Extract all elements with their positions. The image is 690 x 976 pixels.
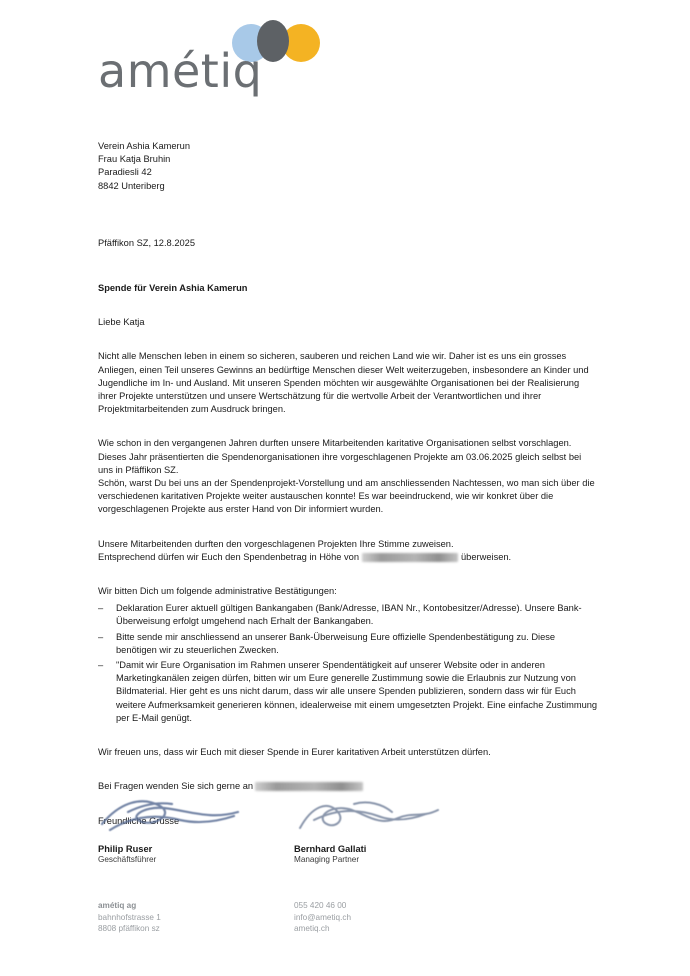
list-item-text: Bitte sende mir anschliessend an unserer Bank-Überweisung Eure offizielle Spendenbestätigung zu. Diese benötigen wir zu steuerlichen Zwecken. — [116, 631, 556, 655]
list-item-text: "Damit wir Eure Organisation im Rahmen unserer Spendentätigkeit auf unserer Website oder in anderen Marketingkanälen zeigen dürfen, bitten wir um Eure generelle Zustimmung sowie die Erlaubnis zur Nutzung von Bildmaterial. Hier geht es uns nicht darum, dass wir alle unsere Spenden publizieren, sondern dass wir für Euch weitere Aufmerksamkeit generieren können, idealerweise mit einem umgesetzten Projekt. Eine einfache Zustimmung per E-Mail genügt. — [116, 660, 598, 723]
list-item — [98, 631, 598, 657]
paragraph-3: Schön, warst Du bei uns an der Spendenprojekt-Vorstellung und am anschliessenden Nachtessen, wo man sich über die verschiedenen karitativen Projekte weiter austauschen konnte! Es war beeindruckend, wie wir konkret über die vorgeschlagenen Projekte aus erster Hand von Dir informiert wurden. — [98, 478, 595, 515]
letter-subject: Spende für Verein Ashia Kamerun — [98, 283, 248, 294]
footer-website[interactable]: ametiq.ch — [294, 924, 330, 933]
address-line-3: Paradiesli 42 — [98, 167, 152, 178]
footer-company-address — [98, 900, 161, 935]
signature-image-bernhard-gallati — [294, 790, 444, 842]
paragraph-4: Unsere Mitarbeitenden durften den vorgeschlagenen Projekten Ihre Stimme zuweisen. — [98, 538, 454, 549]
bullet-dash-icon: – — [98, 603, 104, 614]
list-item — [98, 659, 598, 725]
footer-email[interactable]: info@ametiq.ch — [294, 912, 352, 922]
signature-name: Philip Ruser — [98, 844, 153, 854]
logo-wordmark: amétiq — [98, 44, 263, 98]
paragraph-2: Wie schon in den vergangenen Jahren durften unsere Mitarbeitenden karitative Organisationen selbst vorschlagen. Dieses Jahr präsentierten die Spendenorganisationen ihre vorgeschlagenen Projekte am 03.06.2025 gleich selbst bei uns in Pfäffikon SZ. — [98, 438, 582, 475]
signature-image-philip-ruser — [98, 790, 248, 842]
signature-role: Geschäftsführer — [98, 855, 157, 864]
address-line-2: Frau Katja Bruhin — [98, 154, 171, 165]
signature-name: Bernhard Gallati — [294, 844, 367, 854]
salutation: Liebe Katja — [98, 317, 145, 328]
list-item-text: Deklaration Eurer aktuell gültigen Bankangaben (Bank/Adresse, IBAN Nr., Kontobesitzer/Adresse). Unsere Bank-Überweisung erfolgt umgehend nach Erhalt der Bankangaben. — [116, 603, 582, 627]
footer-contact — [294, 900, 351, 935]
donation-amount-intro: Entsprechend dürfen wir Euch den Spendenbetrag in Höhe von — [98, 551, 360, 562]
signature-row — [98, 790, 598, 900]
address-line-1: Verein Ashia Kamerun — [98, 141, 190, 151]
paragraph-1: Nicht alle Menschen leben in einem so sicheren, sauberen und reichen Land wie wir. Daher ist es uns ein grosses Anliegen, einen Teil unseres Gewinns an bedürftige Menschen dieser Welt weiterzugeben, insbesondere an Kinder und Jugendliche im In- und Ausland. Mit unseren Spenden möchten wir ausgewählte Organisationen bei der Realisierung ihrer Projekte unterstützen und unsere Wertschätzung für die wertvolle Arbeit der Verantwortlichen und ihrer Projektmitarbeitenden zum Ausdruck bringen. — [98, 351, 589, 415]
recipient-address — [98, 140, 598, 193]
paragraph-5 — [98, 551, 598, 564]
footer-company-name: amétiq ag — [98, 901, 137, 910]
closing: Freundliche Grüsse — [98, 815, 180, 826]
signature-block-right — [294, 790, 504, 864]
confirmation-list — [98, 602, 598, 725]
bullet-dash-icon: – — [98, 631, 104, 642]
footer-city: 8808 pfäffikon sz — [98, 924, 160, 933]
footer-street: bahnhofstrasse 1 — [98, 912, 161, 922]
address-line-4: 8842 Unteriberg — [98, 180, 165, 191]
signature-block-left — [98, 790, 308, 864]
paragraph-7: Wir freuen uns, dass wir Euch mit dieser Spende in Eurer karitativen Arbeit unterstützen dürfen. — [98, 747, 491, 758]
signature-role: Managing Partner — [294, 855, 360, 864]
bullet-dash-icon: – — [98, 660, 104, 671]
list-item — [98, 602, 598, 628]
contact-question-text: Bei Fragen wenden Sie sich gerne an — [98, 781, 254, 792]
letter-body — [98, 140, 598, 828]
footer-phone[interactable]: 055 420 46 00 — [294, 901, 347, 910]
company-logo — [98, 18, 358, 98]
paragraph-6: Wir bitten Dich um folgende administrative Bestätigungen: — [98, 586, 337, 597]
place-and-date: Pfäffikon SZ, 12.8.2025 — [98, 237, 195, 248]
donation-amount-outro: überweisen. — [461, 551, 512, 562]
redacted-amount — [362, 553, 458, 562]
